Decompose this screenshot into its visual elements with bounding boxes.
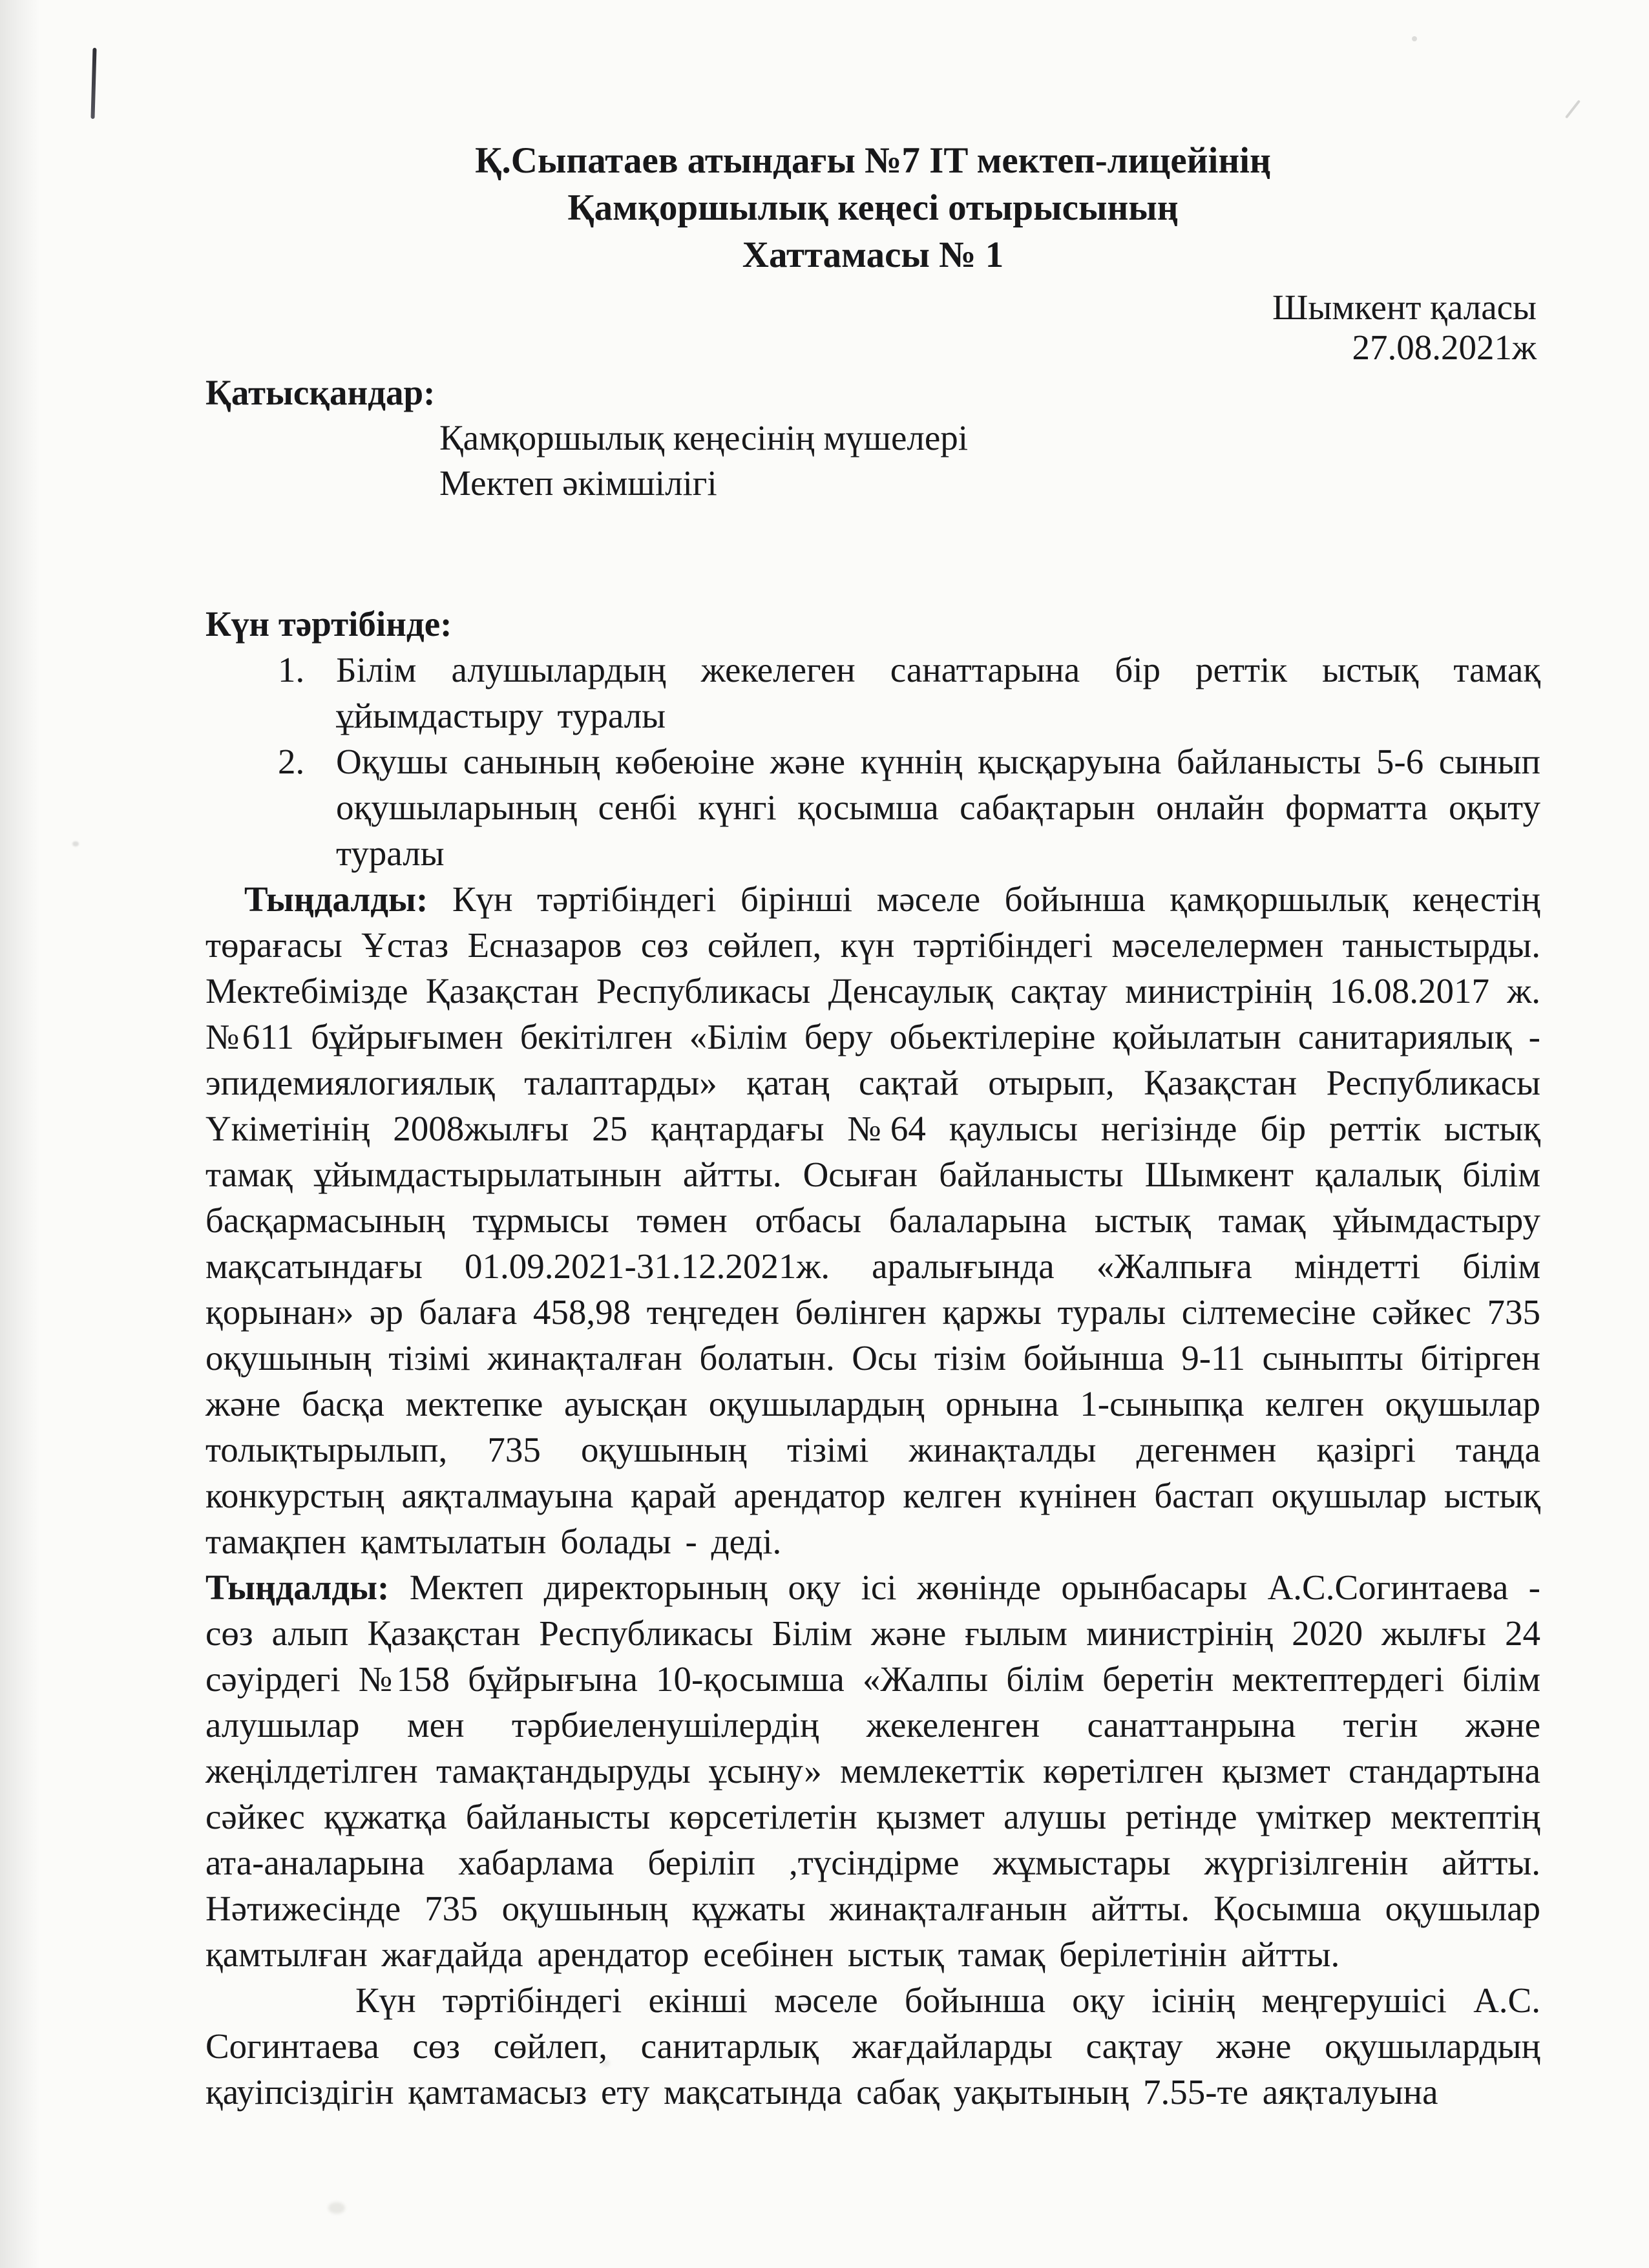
agenda-section xyxy=(205,602,1540,876)
scanner-edge-shadow xyxy=(0,0,40,2268)
attendee-item: Мектеп әкімшілігі xyxy=(439,463,717,503)
scan-artifact xyxy=(1565,100,1581,118)
agenda-item-number: 1. xyxy=(278,650,305,689)
attendees-section xyxy=(205,370,1540,506)
minutes-paragraph-1 xyxy=(205,876,1540,1564)
title-line-1: Қ.Сыпатаев атындағы №7 IT мектеп-лицейінің xyxy=(475,140,1271,181)
dateline-city: Шымкент қаласы xyxy=(1272,288,1537,327)
attendee-item: Қамқоршылық кеңесінің мүшелері xyxy=(439,418,969,457)
document-content xyxy=(205,137,1540,2115)
agenda-item-text: Оқушы санының көбеюіне және күннің қысқаруына байланысты 5-6 сынып оқушыларының сенбі күнгі қосымша сабақтарын онлайн форматта оқыту туралы xyxy=(336,742,1540,873)
dateline-date: 27.08.2021ж xyxy=(1352,328,1537,367)
paragraph-text: Күн тәртібіндегі екінші мәселе бойынша оқу ісінің меңгерушісі А.С. Согинтаева сөз сөйлеп, санитарлық жағдайларды сақтау және оқушылардың қауіпсіздігін қамтамасыз ету мақсатында сабақ уақытының 7.55-те аяқталуына xyxy=(205,1980,1540,2112)
document-title xyxy=(205,137,1540,278)
minutes-paragraph-3 xyxy=(205,1977,1540,2115)
paragraph-text: Күн тәртібіндегі бірінші мәселе бойынша қамқоршылық кеңестің төрағасы Ұстаз Есназаров сөз сөйлеп, күн тәртібіндегі мәселелермен таныстырды. Мектебімізде Қазақстан Республикасы Денсаулық сақтау министрінің 16.08.2017 ж. №611 бұйрығымен бекітілген «Білім беру обьектілеріне қойылатын санитариялық - эпидемиялогиялық талаптарды» қатаң сақтай отырып, Қазақстан Республикасы Үкіметінің 2008жылғы 25 қаңтардағы №64 қаулысы негізінде бір реттік ыстық тамақ ұйымдастырылатынын айтты. Осыған байланысты Шымкент қалалық білім басқармасының тұрмысы төмен отбасы балаларына ыстық тамақ ұйымдастыру мақсатындағы 01.09.2021-31.12.2021ж. аралығында «Жалпыға міндетті білім қорынан» әр балаға 458,98 теңгеден бөлінген қаржы туралы сілтемесіне сәйкес 735 оқушының тізімі жинақталған болатын. Осы тізім бойынша 9-11 сыныпты бітірген және басқа мектепке ауысқан оқушылардың орнына 1-сыныпқа келген оқушылар толықтырылып, 735 оқушының тізімі жинақталды дегенмен қазіргі таңда конкурстың аяқталмауына қарай арендатор келген күнінен бастап оқушылар ыстық тамақпен қамтылатын болады - деді. xyxy=(205,879,1540,1561)
paragraph-lead: Тыңдалды: xyxy=(244,879,428,919)
agenda-item xyxy=(205,739,1540,876)
pen-stroke-mark xyxy=(90,48,96,119)
scan-artifact xyxy=(72,841,79,846)
agenda-label: Күн тәртібінде: xyxy=(205,604,452,644)
minutes-paragraph-2 xyxy=(205,1564,1540,1977)
paragraph-lead: Тыңдалды: xyxy=(205,1568,390,1607)
scan-artifact xyxy=(1412,36,1417,41)
title-line-3: Хаттамасы № 1 xyxy=(742,235,1004,275)
scan-artifact xyxy=(328,2202,345,2214)
paragraph-text: Мектеп директорының оқу ісі жөнінде орынбасары А.С.Согинтаева - сөз алып Қазақстан Республикасы Білім және ғылым министрінің 2020 жылғы 24 сәуірдегі №158 бұйрығына 10-қосымша «Жалпы білім беретін мектептердегі білім алушылар мен тәрбиеленушілердің жекеленген санаттанрына тегін және жеңілдетілген тамақтандыруды ұсыну» мемлекеттік көретілген қызмет стандартына сәйкес құжатқа байланысты көрсетілетін қызмет алушы ретінде үміткер мектептің ата-аналарына хабарлама беріліп ,түсіндірме жұмыстары жүргізілгенін айтты. Нәтижесінде 735 оқушының құжаты жинақталғанын айтты. Қосымша оқушылар қамтылған жағдайда арендатор есебінен ыстық тамақ берілетінін айтты. xyxy=(205,1568,1540,1974)
agenda-item xyxy=(205,647,1540,739)
attendees-label: Қатысқандар: xyxy=(205,373,436,412)
title-line-2: Қамқоршылық кеңесі отырысының xyxy=(567,187,1179,228)
agenda-item-text: Білім алушылардың жекелеген санаттарына бір реттік ыстық тамақ ұйымдастыру туралы xyxy=(336,650,1540,735)
dateline xyxy=(205,288,1540,368)
agenda-item-number: 2. xyxy=(278,742,305,781)
